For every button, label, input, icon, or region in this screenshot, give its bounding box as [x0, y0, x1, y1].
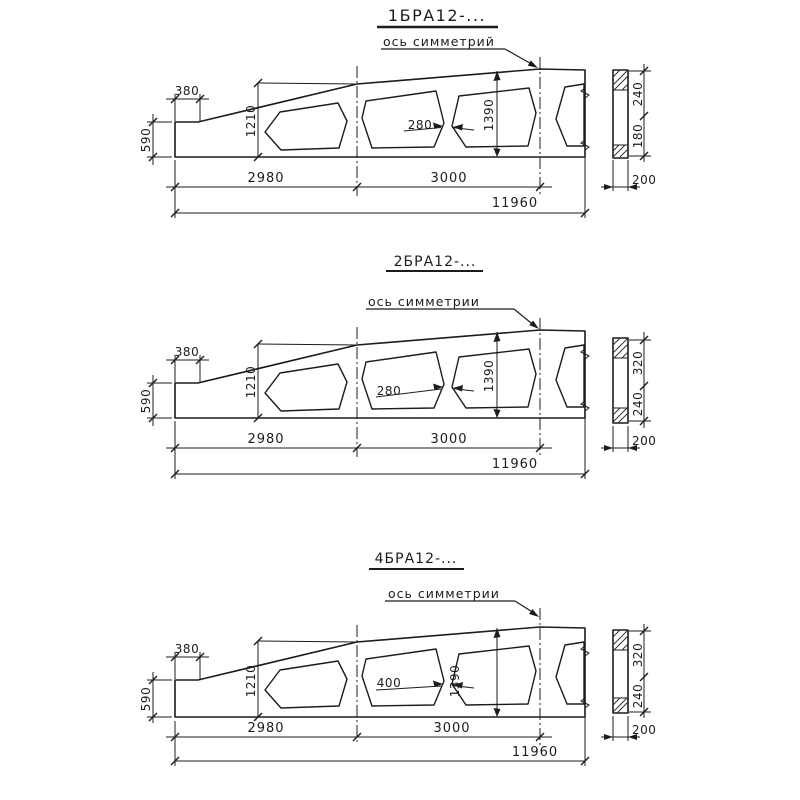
dimensions-1 — [139, 71, 589, 218]
section-dim-lower: 240 — [631, 391, 645, 417]
dim-end-height: 590 — [139, 127, 153, 153]
section-dim-width: 200 — [632, 723, 657, 737]
opening-2 — [362, 649, 444, 706]
beam-outline — [175, 330, 585, 418]
section-dim-upper: 320 — [631, 350, 645, 376]
beam-drawing-1 — [139, 6, 656, 218]
symmetry-axis-label: ось симметрий — [383, 34, 495, 49]
drawing-title: 4БРА12-... — [374, 551, 458, 567]
symmetry-axis-label: ось симметрии — [368, 294, 480, 309]
dim-mid-height: 1390 — [482, 359, 496, 393]
section-dim-lower: 240 — [631, 683, 645, 709]
section-dim-upper: 320 — [631, 642, 645, 668]
beam-drawing-2 — [139, 254, 656, 479]
dim-total-length: 11960 — [511, 745, 559, 760]
dim-span-b: 3000 — [433, 721, 471, 736]
dim-quarter-height: 1210 — [244, 365, 258, 399]
cross-section-2 — [601, 332, 656, 452]
dim-end-width: 380 — [174, 642, 200, 656]
beam-drawing-3 — [139, 551, 656, 766]
dim-span-a: 2980 — [247, 171, 285, 186]
dim-web-gap: 280 — [376, 384, 402, 398]
section-dim-lower: 180 — [631, 123, 645, 149]
dim-end-height: 590 — [139, 388, 153, 414]
dim-end-width: 380 — [174, 84, 200, 98]
opening-4 — [556, 84, 584, 146]
symmetry-leader-arrow — [529, 321, 539, 330]
opening-1 — [265, 364, 347, 411]
cross-section-3 — [601, 624, 656, 741]
hatch-bottom — [613, 698, 628, 713]
opening-2 — [362, 352, 444, 409]
symmetry-leader-arrow — [528, 60, 538, 68]
symmetry-axis-label: ось симметрии — [388, 586, 500, 601]
hatch-top — [613, 630, 628, 650]
dimensions-3 — [139, 628, 589, 766]
dim-span-a: 2980 — [247, 721, 285, 736]
opening-1 — [265, 661, 347, 708]
dim-web-gap: 400 — [376, 676, 402, 690]
hatch-bottom — [613, 408, 628, 423]
drawing-title: 1БРА12-... — [387, 6, 487, 25]
opening-4 — [556, 345, 584, 407]
drawing-title: 2БРА12-... — [393, 254, 477, 270]
dim-quarter-height: 1210 — [244, 104, 258, 138]
dim-mid-height: 1390 — [448, 664, 462, 698]
dim-total-length: 11960 — [491, 196, 539, 211]
dim-end-height: 590 — [139, 686, 153, 712]
section-dim-width: 200 — [632, 434, 657, 448]
opening-4 — [556, 642, 584, 704]
opening-1 — [265, 103, 347, 150]
cross-section-1 — [601, 64, 656, 191]
dim-span-a: 2980 — [247, 432, 285, 447]
section-dim-width: 200 — [632, 173, 657, 187]
opening-3 — [452, 646, 536, 705]
hatch-top — [613, 338, 628, 358]
section-dim-upper: 240 — [631, 81, 645, 107]
beam-outline — [175, 69, 585, 157]
dim-web-gap: 280 — [407, 118, 433, 132]
dim-total-length: 11960 — [491, 457, 539, 472]
dim-span-b: 3000 — [430, 432, 468, 447]
dim-span-b: 3000 — [430, 171, 468, 186]
hatch-top — [613, 70, 628, 90]
dimensions-2 — [139, 332, 589, 479]
hatch-bottom — [613, 145, 628, 157]
dim-mid-height: 1390 — [482, 98, 496, 132]
dim-quarter-height: 1210 — [244, 664, 258, 698]
dim-end-width: 380 — [174, 345, 200, 359]
